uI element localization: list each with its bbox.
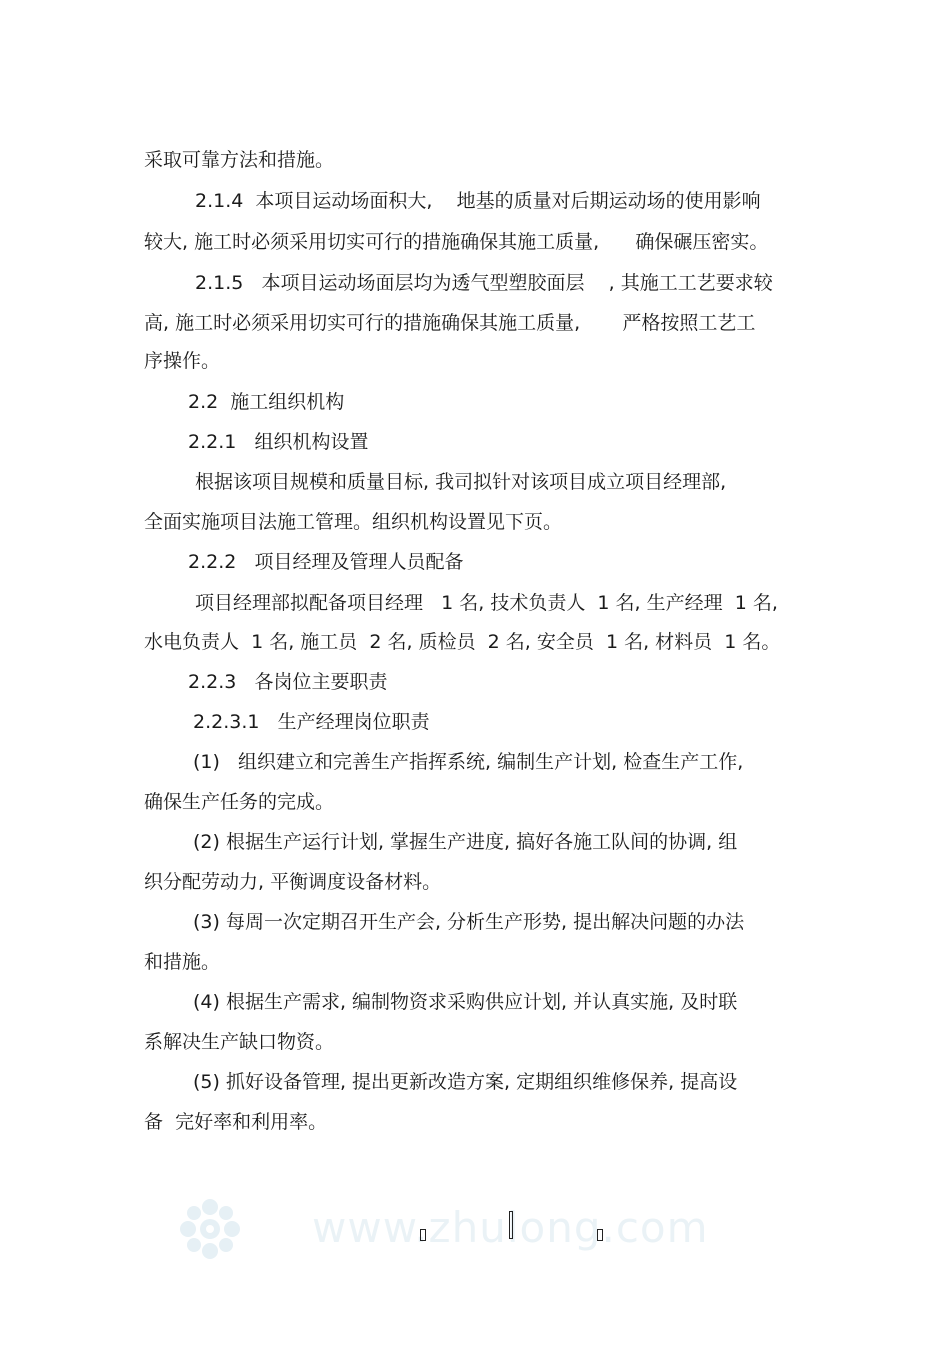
text-line: 2.1.5 本项目运动场面层均为透气型塑胶面层 , 其施工工艺要求较 [195,272,773,294]
list-item: (4) 根据生产需求, 编制物资求采购供应计划, 并认真实施, 及时联 [193,991,738,1013]
text-line: 系解决生产缺口物资。 [144,1031,335,1053]
watermark-mark [509,1211,513,1239]
text-line: 全面实施项目法施工管理。组织机构设置见下页。 [144,511,563,533]
section-heading: 2.2.3 各岗位主要职责 [188,671,388,693]
text-line: 织分配劳动力, 平衡调度设备材料。 [144,871,442,893]
section-heading: 2.2.1 组织机构设置 [188,431,369,453]
watermark-mark [597,1229,603,1241]
text-line: 项目经理部拟配备项目经理 1 名, 技术负责人 1 名, 生产经理 1 名, [195,592,778,614]
text-line: 高, 施工时必须采用切实可行的措施确保其施工质量, 严格按照工艺工 [144,312,756,334]
list-item: (3) 每周一次定期召开生产会, 分析生产形势, 提出解决问题的办法 [193,911,745,933]
text-line: 采取可靠方法和措施。 [144,149,335,171]
watermark-mark [420,1229,426,1241]
text-line: 序操作。 [144,350,221,372]
zhulong-logo-icon [178,1197,242,1261]
watermark-text: www.zhulong.com [312,1203,709,1252]
list-item: (1) 组织建立和完善生产指挥系统, 编制生产计划, 检查生产工作, [193,751,744,773]
list-item: (5) 抓好设备管理, 提出更新改造方案, 定期组织维修保养, 提高设 [193,1071,738,1093]
text-line: 水电负责人 1 名, 施工员 2 名, 质检员 2 名, 安全员 1 名, 材料员 1 名。 [144,631,781,653]
section-heading: 2.2.3.1 生产经理岗位职责 [193,711,430,733]
text-line: 较大, 施工时必须采用切实可行的措施确保其施工质量, 确保碾压密实。 [144,231,769,253]
list-item: (2) 根据生产运行计划, 掌握生产进度, 搞好各施工队间的协调, 组 [193,831,738,853]
section-heading: 2.2.2 项目经理及管理人员配备 [188,551,464,573]
text-line: 确保生产任务的完成。 [144,791,335,813]
text-line: 和措施。 [144,951,221,973]
text-line: 根据该项目规模和质量目标, 我司拟针对该项目成立项目经理部, [195,471,727,493]
section-heading: 2.2 施工组织机构 [188,391,345,413]
text-line: 2.1.4 本项目运动场面积大, 地基的质量对后期运动场的使用影响 [195,190,761,212]
text-line: 备 完好率和利用率。 [144,1111,328,1133]
